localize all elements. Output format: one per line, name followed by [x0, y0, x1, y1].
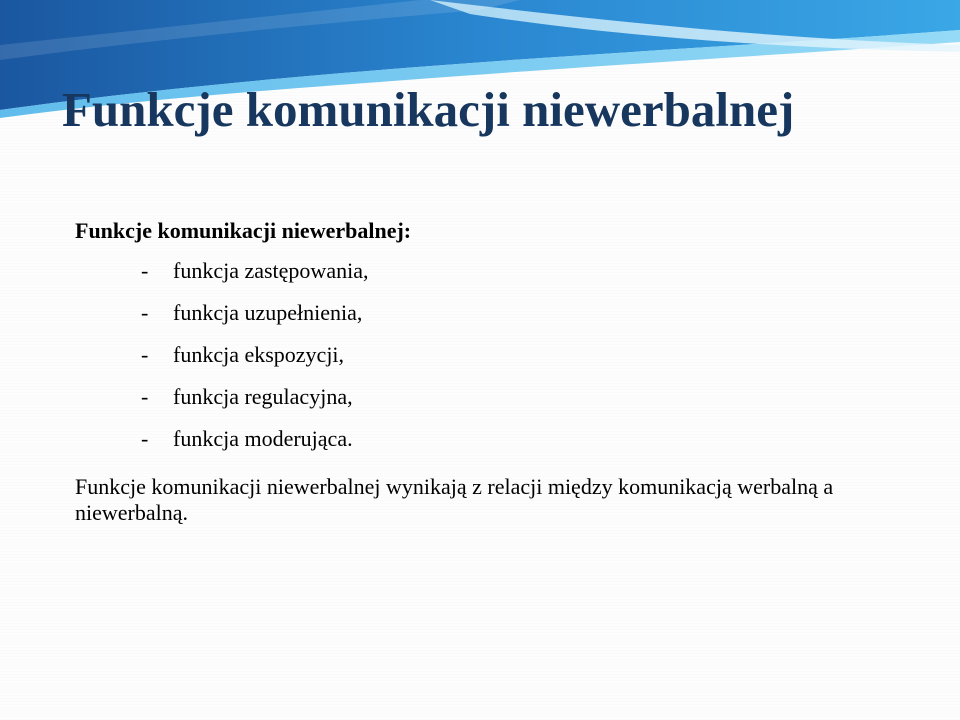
content-body	[75, 216, 935, 526]
list-item-text: funkcja moderująca.	[173, 426, 353, 451]
list-item-text: funkcja zastępowania,	[173, 258, 369, 283]
list-item	[75, 376, 935, 418]
section-heading: Funkcje komunikacji niewerbalnej:	[75, 218, 412, 243]
list-item	[75, 292, 935, 334]
bullet-dash: -	[141, 426, 149, 451]
list-item	[75, 250, 935, 292]
bullet-dash: -	[141, 258, 149, 283]
list-item-text: funkcja uzupełnienia,	[173, 300, 363, 325]
list-item-text: funkcja ekspozycji,	[173, 342, 345, 367]
bullet-dash: -	[141, 300, 149, 325]
bullet-dash: -	[141, 342, 149, 367]
list-item	[75, 418, 935, 460]
bullet-dash: -	[141, 384, 149, 409]
list-item-text: funkcja regulacyjna,	[173, 384, 353, 409]
page-title: Funkcje komunikacji niewerbalnej	[62, 82, 795, 137]
function-list	[75, 250, 935, 460]
summary-note: Funkcje komunikacji niewerbalnej wynikają z relacji między komunikacją werbalną a niewerbalną.	[75, 474, 834, 525]
list-item	[75, 334, 935, 376]
